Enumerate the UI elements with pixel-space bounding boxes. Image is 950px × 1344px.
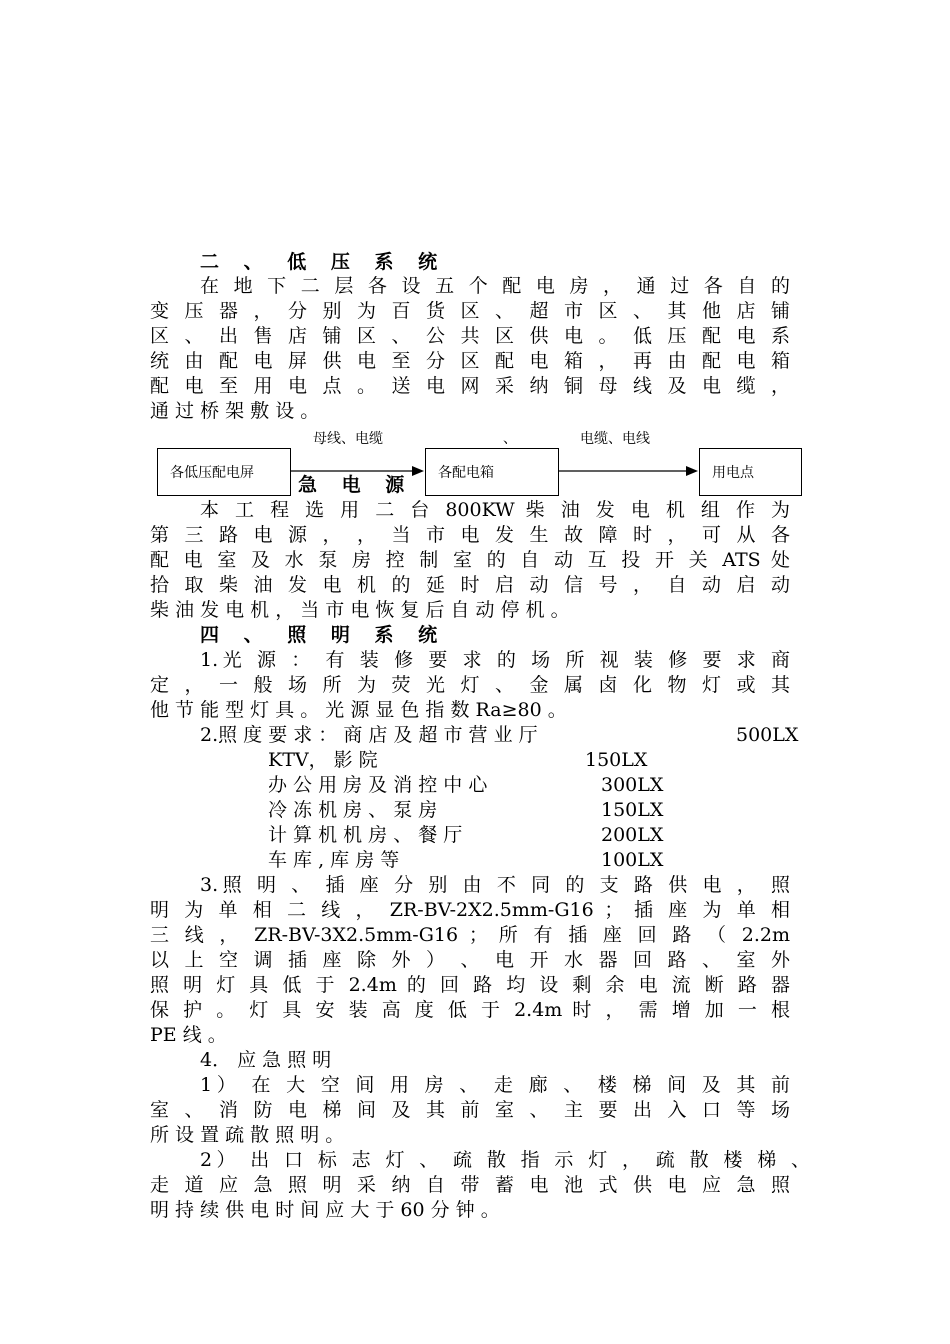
paragraph-line: 明 持 续 供 电 时 间 应 大 于 60 分 钟 。 (150, 1199, 500, 1221)
subsection-heading-emergency-lighting: 4． 应 急 照 明 (200, 1049, 332, 1071)
paragraph-line: 配 电 至 用 电 点 。 送 电 网 采 纳 铜 母 线 及 电 缆 ， (150, 375, 790, 397)
arrow-label-busbar-cable: 母线、电缆 (313, 431, 383, 447)
box-low-voltage-panels: 各低压配电屏 (157, 448, 291, 496)
illuminance-value: 200LX (601, 824, 664, 846)
illuminance-place: 车 库 , 库 房 等 (268, 849, 400, 871)
paragraph-line: 1.光 源 ： 有 装 修 要 求 的 场 所 视 装 修 要 求 商 (200, 649, 790, 671)
section-heading-emergency-power: 急 电 源 (298, 474, 414, 496)
paragraph-line: 1） 在 大 空 间 用 房 、 走 廊 、 楼 梯 间 及 其 前 (200, 1074, 790, 1096)
paragraph-line: 所 设 置 疏 散 照 明 。 (150, 1124, 345, 1146)
illuminance-intro: 2.照 度 要 求 ： 商 店 及 超 市 营 业 厅 (200, 724, 538, 746)
illuminance-value: 500LX (736, 724, 799, 746)
paragraph-line: 统 由 配 电 屏 供 电 至 分 区 配 电 箱 ， 再 由 配 电 箱 (150, 350, 790, 372)
paragraph-line: 以 上 空 调 插 座 除 外 ） 、 电 开 水 器 回 路 、 室 外 (150, 949, 790, 971)
paragraph-line: 明 为 单 相 二 线 ， ZR-BV-2X2.5mm-G16 ； 插 座 为 单 相 (150, 899, 790, 921)
illuminance-place: KTV， 影 院 (268, 749, 378, 771)
illuminance-place: 办 公 用 房 及 消 控 中 心 (268, 774, 488, 796)
paragraph-line: 配 电 室 及 水 泵 房 控 制 室 的 自 动 互 投 开 关 ATS 处 (150, 549, 790, 571)
paragraph-line: 他 节 能 型 灯 具 。 光 源 显 色 指 数 Ra≥80 。 (150, 699, 567, 721)
paragraph-line: 拾 取 柴 油 发 电 机 的 延 时 启 动 信 号 ， 自 动 启 动 (150, 574, 790, 596)
paragraph-line: 室 、 消 防 电 梯 间 及 其 前 室 、 主 要 出 入 口 等 场 (150, 1099, 790, 1121)
illuminance-place: 冷 冻 机 房 、 泵 房 (268, 799, 438, 821)
paragraph-line: 通 过 桥 架 敷 设 。 (150, 400, 320, 422)
paragraph-line: 柴 油 发 电 机 ， 当 市 电 恢 复 后 自 动 停 机 。 (150, 599, 570, 621)
illuminance-value: 300LX (601, 774, 664, 796)
illuminance-value: 150LX (601, 799, 664, 821)
section-heading-lighting: 四 、 照 明 系 统 (200, 624, 447, 646)
illuminance-place: 计 算 机 机 房 、 餐 厅 (268, 824, 463, 846)
paragraph-line: 走 道 应 急 照 明 采 纳 自 带 蓄 电 池 式 供 电 应 急 照 (150, 1174, 790, 1196)
illuminance-value: 100LX (601, 849, 664, 871)
paragraph-line: 三 线 ， ZR-BV-3X2.5mm-G16 ； 所 有 插 座 回 路 （ 2.2m (150, 924, 790, 946)
paragraph-line: 在 地 下 二 层 各 设 五 个 配 电 房 ， 通 过 各 自 的 (200, 275, 790, 297)
paragraph-line: 本 工 程 选 用 二 台 800KW 柴 油 发 电 机 组 作 为 (200, 499, 790, 521)
paragraph-line: 2） 出 口 标 志 灯 、 疏 散 指 示 灯 ， 疏 散 楼 梯 、 (200, 1149, 810, 1171)
paragraph-line: PE 线 。 (150, 1024, 227, 1046)
paragraph-line: 照 明 灯 具 低 于 2.4m 的 回 路 均 设 剩 余 电 流 断 路 器 (150, 974, 790, 996)
illuminance-value: 150LX (585, 749, 648, 771)
arrow-label-cable-wire: 电缆、电线 (580, 431, 650, 447)
paragraph-line: 第 三 路 电 源 ， ， 当 市 电 发 生 故 障 时 ， 可 从 各 (150, 524, 790, 546)
box-consumption-points: 用电点 (699, 448, 802, 496)
paragraph-line: 3.照 明 、 插 座 分 别 由 不 同 的 支 路 供 电 ， 照 (200, 874, 790, 896)
section-heading-low-voltage: 二 、 低 压 系 统 (200, 251, 447, 273)
arrow-label-separator: 、 (503, 431, 517, 447)
paragraph-line: 保 护 。 灯 具 安 装 高 度 低 于 2.4m 时 ， 需 增 加 一 根 (150, 999, 790, 1021)
paragraph-line: 定 ， 一 般 场 所 为 荧 光 灯 、 金 属 卤 化 物 灯 或 其 (150, 674, 790, 696)
box-distribution-boxes: 各配电箱 (425, 448, 559, 496)
paragraph-line: 变 压 器 ， 分 别 为 百 货 区 、 超 市 区 、 其 他 店 铺 (150, 300, 790, 322)
paragraph-line: 区 、 出 售 店 铺 区 、 公 共 区 供 电 。 低 压 配 电 系 (150, 325, 790, 347)
